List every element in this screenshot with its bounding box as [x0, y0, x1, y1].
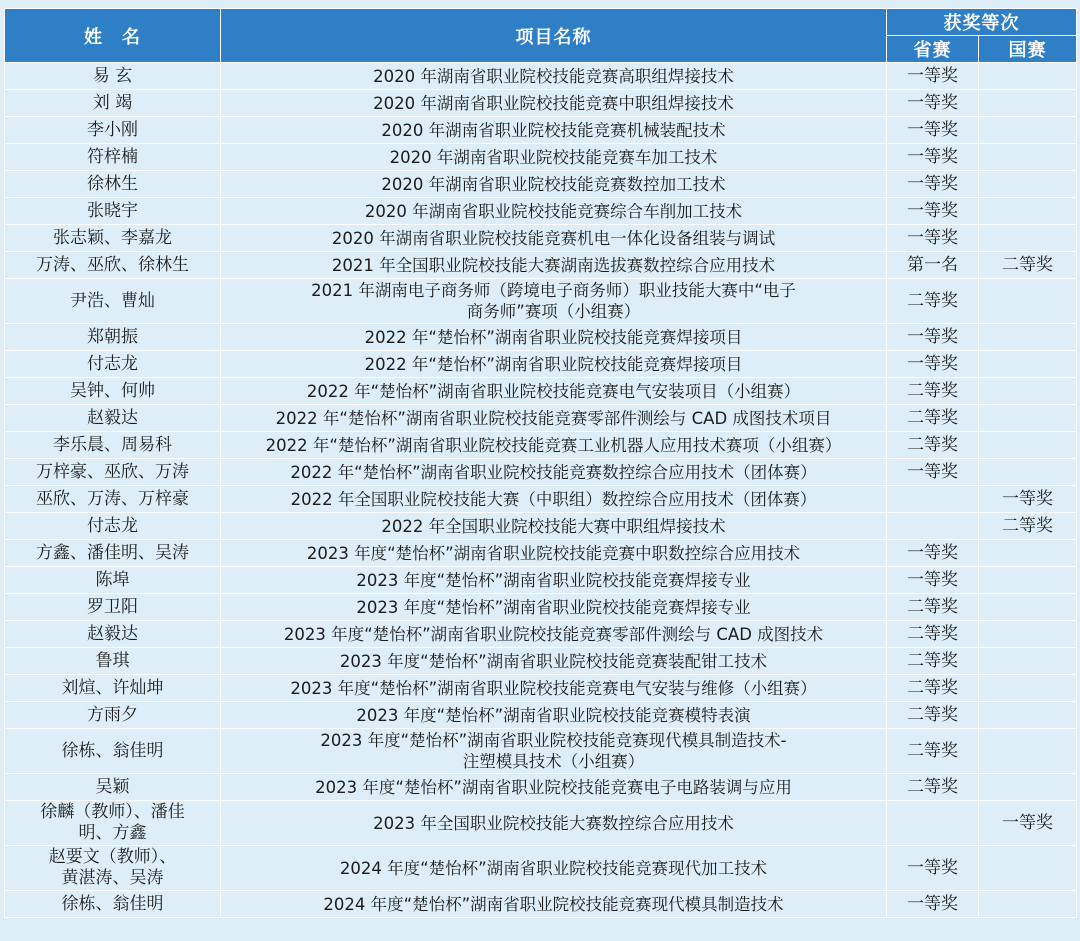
national-award-cell — [979, 279, 1077, 324]
province-award-cell: 一等奖 — [887, 90, 979, 117]
project-cell: 2020 年湖南省职业院校技能竞赛数控加工技术 — [221, 171, 887, 198]
project-cell: 2022 年“楚怡杯”湖南省职业院校技能竞赛焊接项目 — [221, 351, 887, 378]
name-cell: 徐林生 — [5, 171, 221, 198]
project-cell: 2021 年全国职业院校技能大赛湖南选拔赛数控综合应用技术 — [221, 252, 887, 279]
national-award-cell: 二等奖 — [979, 513, 1077, 540]
province-award-cell: 一等奖 — [887, 846, 979, 891]
table-body — [5, 63, 1077, 918]
province-award-cell: 一等奖 — [887, 117, 979, 144]
header-province: 省赛 — [887, 36, 979, 63]
province-award-cell: 二等奖 — [887, 279, 979, 324]
province-award-cell: 一等奖 — [887, 891, 979, 918]
table-row — [5, 513, 1077, 540]
name-cell: 巫欣、万涛、万梓豪 — [5, 486, 221, 513]
province-award-cell — [887, 801, 979, 846]
name-cell: 付志龙 — [5, 513, 221, 540]
national-award-cell: 二等奖 — [979, 252, 1077, 279]
table-row — [5, 846, 1077, 891]
table-row — [5, 90, 1077, 117]
name-cell: 赵要文（教师）、 黄湛涛、吴涛 — [5, 846, 221, 891]
name-cell: 罗卫阳 — [5, 594, 221, 621]
project-cell: 2022 年全国职业院校技能大赛中职组焊接技术 — [221, 513, 887, 540]
table-row — [5, 729, 1077, 774]
table-row — [5, 351, 1077, 378]
table-row — [5, 774, 1077, 801]
table-row — [5, 567, 1077, 594]
project-cell: 2020 年湖南省职业院校技能竞赛机电一体化设备组装与调试 — [221, 225, 887, 252]
table-row — [5, 594, 1077, 621]
name-cell: 鲁琪 — [5, 648, 221, 675]
national-award-cell — [979, 117, 1077, 144]
name-cell: 张晓宇 — [5, 198, 221, 225]
national-award-cell — [979, 144, 1077, 171]
national-award-cell: 一等奖 — [979, 486, 1077, 513]
province-award-cell: 一等奖 — [887, 567, 979, 594]
table-row — [5, 144, 1077, 171]
project-cell: 2022 年“楚怡杯”湖南省职业院校技能竞赛焊接项目 — [221, 324, 887, 351]
national-award-cell — [979, 171, 1077, 198]
table-row — [5, 171, 1077, 198]
project-cell: 2020 年湖南省职业院校技能竞赛机械装配技术 — [221, 117, 887, 144]
name-cell: 付志龙 — [5, 351, 221, 378]
province-award-cell: 一等奖 — [887, 144, 979, 171]
name-cell: 赵毅达 — [5, 405, 221, 432]
national-award-cell — [979, 729, 1077, 774]
name-cell: 吴颖 — [5, 774, 221, 801]
province-award-cell: 二等奖 — [887, 648, 979, 675]
province-award-cell: 一等奖 — [887, 225, 979, 252]
province-award-cell: 第一名 — [887, 252, 979, 279]
province-award-cell: 一等奖 — [887, 63, 979, 90]
project-cell: 2024 年度“楚怡杯”湖南省职业院校技能竞赛现代加工技术 — [221, 846, 887, 891]
table-row — [5, 117, 1077, 144]
name-cell: 陈埠 — [5, 567, 221, 594]
project-cell: 2023 年度“楚怡杯”湖南省职业院校技能竞赛焊接专业 — [221, 594, 887, 621]
project-cell: 2022 年全国职业院校技能大赛（中职组）数控综合应用技术（团体赛） — [221, 486, 887, 513]
national-award-cell — [979, 90, 1077, 117]
national-award-cell — [979, 351, 1077, 378]
province-award-cell: 二等奖 — [887, 378, 979, 405]
province-award-cell: 二等奖 — [887, 621, 979, 648]
project-cell: 2021 年湖南电子商务师（跨境电子商务师）职业技能大赛中“电子 商务师”赛项（小组赛） — [221, 279, 887, 324]
table-row — [5, 324, 1077, 351]
name-cell: 张志颖、李嘉龙 — [5, 225, 221, 252]
table-row — [5, 378, 1077, 405]
national-award-cell — [979, 225, 1077, 252]
table-row — [5, 432, 1077, 459]
project-cell: 2020 年湖南省职业院校技能竞赛中职组焊接技术 — [221, 90, 887, 117]
name-cell: 万梓豪、巫欣、万涛 — [5, 459, 221, 486]
province-award-cell: 一等奖 — [887, 459, 979, 486]
table-row — [5, 63, 1077, 90]
table-row — [5, 486, 1077, 513]
name-cell: 徐麟（教师）、潘佳 明、方鑫 — [5, 801, 221, 846]
table-row — [5, 252, 1077, 279]
national-award-cell — [979, 648, 1077, 675]
table-row — [5, 675, 1077, 702]
province-award-cell: 二等奖 — [887, 432, 979, 459]
province-award-cell: 一等奖 — [887, 540, 979, 567]
project-cell: 2022 年“楚怡杯”湖南省职业院校技能竞赛零部件测绘与 CAD 成图技术项目 — [221, 405, 887, 432]
name-cell: 方鑫、潘佳明、吴涛 — [5, 540, 221, 567]
name-cell: 万涛、巫欣、徐林生 — [5, 252, 221, 279]
province-award-cell: 二等奖 — [887, 675, 979, 702]
name-cell: 尹浩、曹灿 — [5, 279, 221, 324]
table-row — [5, 459, 1077, 486]
province-award-cell: 一等奖 — [887, 324, 979, 351]
province-award-cell: 二等奖 — [887, 729, 979, 774]
national-award-cell: 一等奖 — [979, 801, 1077, 846]
project-cell: 2023 年度“楚怡杯”湖南省职业院校技能竞赛焊接专业 — [221, 567, 887, 594]
table-row — [5, 702, 1077, 729]
province-award-cell: 二等奖 — [887, 405, 979, 432]
national-award-cell — [979, 567, 1077, 594]
province-award-cell — [887, 513, 979, 540]
national-award-cell — [979, 621, 1077, 648]
name-cell: 易 玄 — [5, 63, 221, 90]
table-row — [5, 621, 1077, 648]
national-award-cell — [979, 774, 1077, 801]
province-award-cell: 二等奖 — [887, 774, 979, 801]
national-award-cell — [979, 702, 1077, 729]
name-cell: 吴钟、何帅 — [5, 378, 221, 405]
project-cell: 2020 年湖南省职业院校技能竞赛车加工技术 — [221, 144, 887, 171]
project-cell: 2022 年“楚怡杯”湖南省职业院校技能竞赛工业机器人应用技术赛项（小组赛） — [221, 432, 887, 459]
province-award-cell: 二等奖 — [887, 702, 979, 729]
table-row — [5, 405, 1077, 432]
name-cell: 符梓楠 — [5, 144, 221, 171]
table-row — [5, 891, 1077, 918]
national-award-cell — [979, 459, 1077, 486]
project-cell: 2023 年度“楚怡杯”湖南省职业院校技能竞赛零部件测绘与 CAD 成图技术 — [221, 621, 887, 648]
project-cell: 2023 年度“楚怡杯”湖南省职业院校技能竞赛中职数控综合应用技术 — [221, 540, 887, 567]
national-award-cell — [979, 324, 1077, 351]
project-cell: 2022 年“楚怡杯”湖南省职业院校技能竞赛数控综合应用技术（团体赛） — [221, 459, 887, 486]
project-cell: 2023 年全国职业院校技能大赛数控综合应用技术 — [221, 801, 887, 846]
awards-table — [4, 8, 1077, 918]
national-award-cell — [979, 891, 1077, 918]
national-award-cell — [979, 63, 1077, 90]
project-cell: 2020 年湖南省职业院校技能竞赛高职组焊接技术 — [221, 63, 887, 90]
national-award-cell — [979, 675, 1077, 702]
national-award-cell — [979, 198, 1077, 225]
name-cell: 郑朝振 — [5, 324, 221, 351]
national-award-cell — [979, 540, 1077, 567]
header-name: 姓 名 — [5, 9, 221, 63]
name-cell: 李乐晨、周易科 — [5, 432, 221, 459]
table-row — [5, 279, 1077, 324]
table-row — [5, 801, 1077, 846]
project-cell: 2024 年度“楚怡杯”湖南省职业院校技能竞赛现代模具制造技术 — [221, 891, 887, 918]
province-award-cell: 一等奖 — [887, 171, 979, 198]
header-national: 国赛 — [979, 36, 1077, 63]
header-award-level: 获奖等次 — [887, 9, 1077, 36]
table-row — [5, 225, 1077, 252]
project-cell: 2023 年度“楚怡杯”湖南省职业院校技能竞赛装配钳工技术 — [221, 648, 887, 675]
project-cell: 2020 年湖南省职业院校技能竞赛综合车削加工技术 — [221, 198, 887, 225]
national-award-cell — [979, 405, 1077, 432]
project-cell: 2023 年度“楚怡杯”湖南省职业院校技能竞赛电气安装与维修（小组赛） — [221, 675, 887, 702]
table-row — [5, 540, 1077, 567]
province-award-cell: 一等奖 — [887, 351, 979, 378]
national-award-cell — [979, 594, 1077, 621]
project-cell: 2023 年度“楚怡杯”湖南省职业院校技能竞赛电子电路装调与应用 — [221, 774, 887, 801]
table-row — [5, 648, 1077, 675]
province-award-cell — [887, 486, 979, 513]
name-cell: 徐栋、翁佳明 — [5, 891, 221, 918]
name-cell: 赵毅达 — [5, 621, 221, 648]
name-cell: 徐栋、翁佳明 — [5, 729, 221, 774]
province-award-cell: 一等奖 — [887, 198, 979, 225]
national-award-cell — [979, 432, 1077, 459]
name-cell: 方雨夕 — [5, 702, 221, 729]
national-award-cell — [979, 378, 1077, 405]
project-cell: 2022 年“楚怡杯”湖南省职业院校技能竞赛电气安装项目（小组赛） — [221, 378, 887, 405]
name-cell: 李小刚 — [5, 117, 221, 144]
header-project: 项目名称 — [221, 9, 887, 63]
table-row — [5, 198, 1077, 225]
name-cell: 刘煊、许灿坤 — [5, 675, 221, 702]
project-cell: 2023 年度“楚怡杯”湖南省职业院校技能竞赛现代模具制造技术- 注塑模具技术（小组赛） — [221, 729, 887, 774]
project-cell: 2023 年度“楚怡杯”湖南省职业院校技能竞赛模特表演 — [221, 702, 887, 729]
province-award-cell: 二等奖 — [887, 594, 979, 621]
name-cell: 刘 竭 — [5, 90, 221, 117]
awards-table-container — [4, 8, 1076, 938]
national-award-cell — [979, 846, 1077, 891]
